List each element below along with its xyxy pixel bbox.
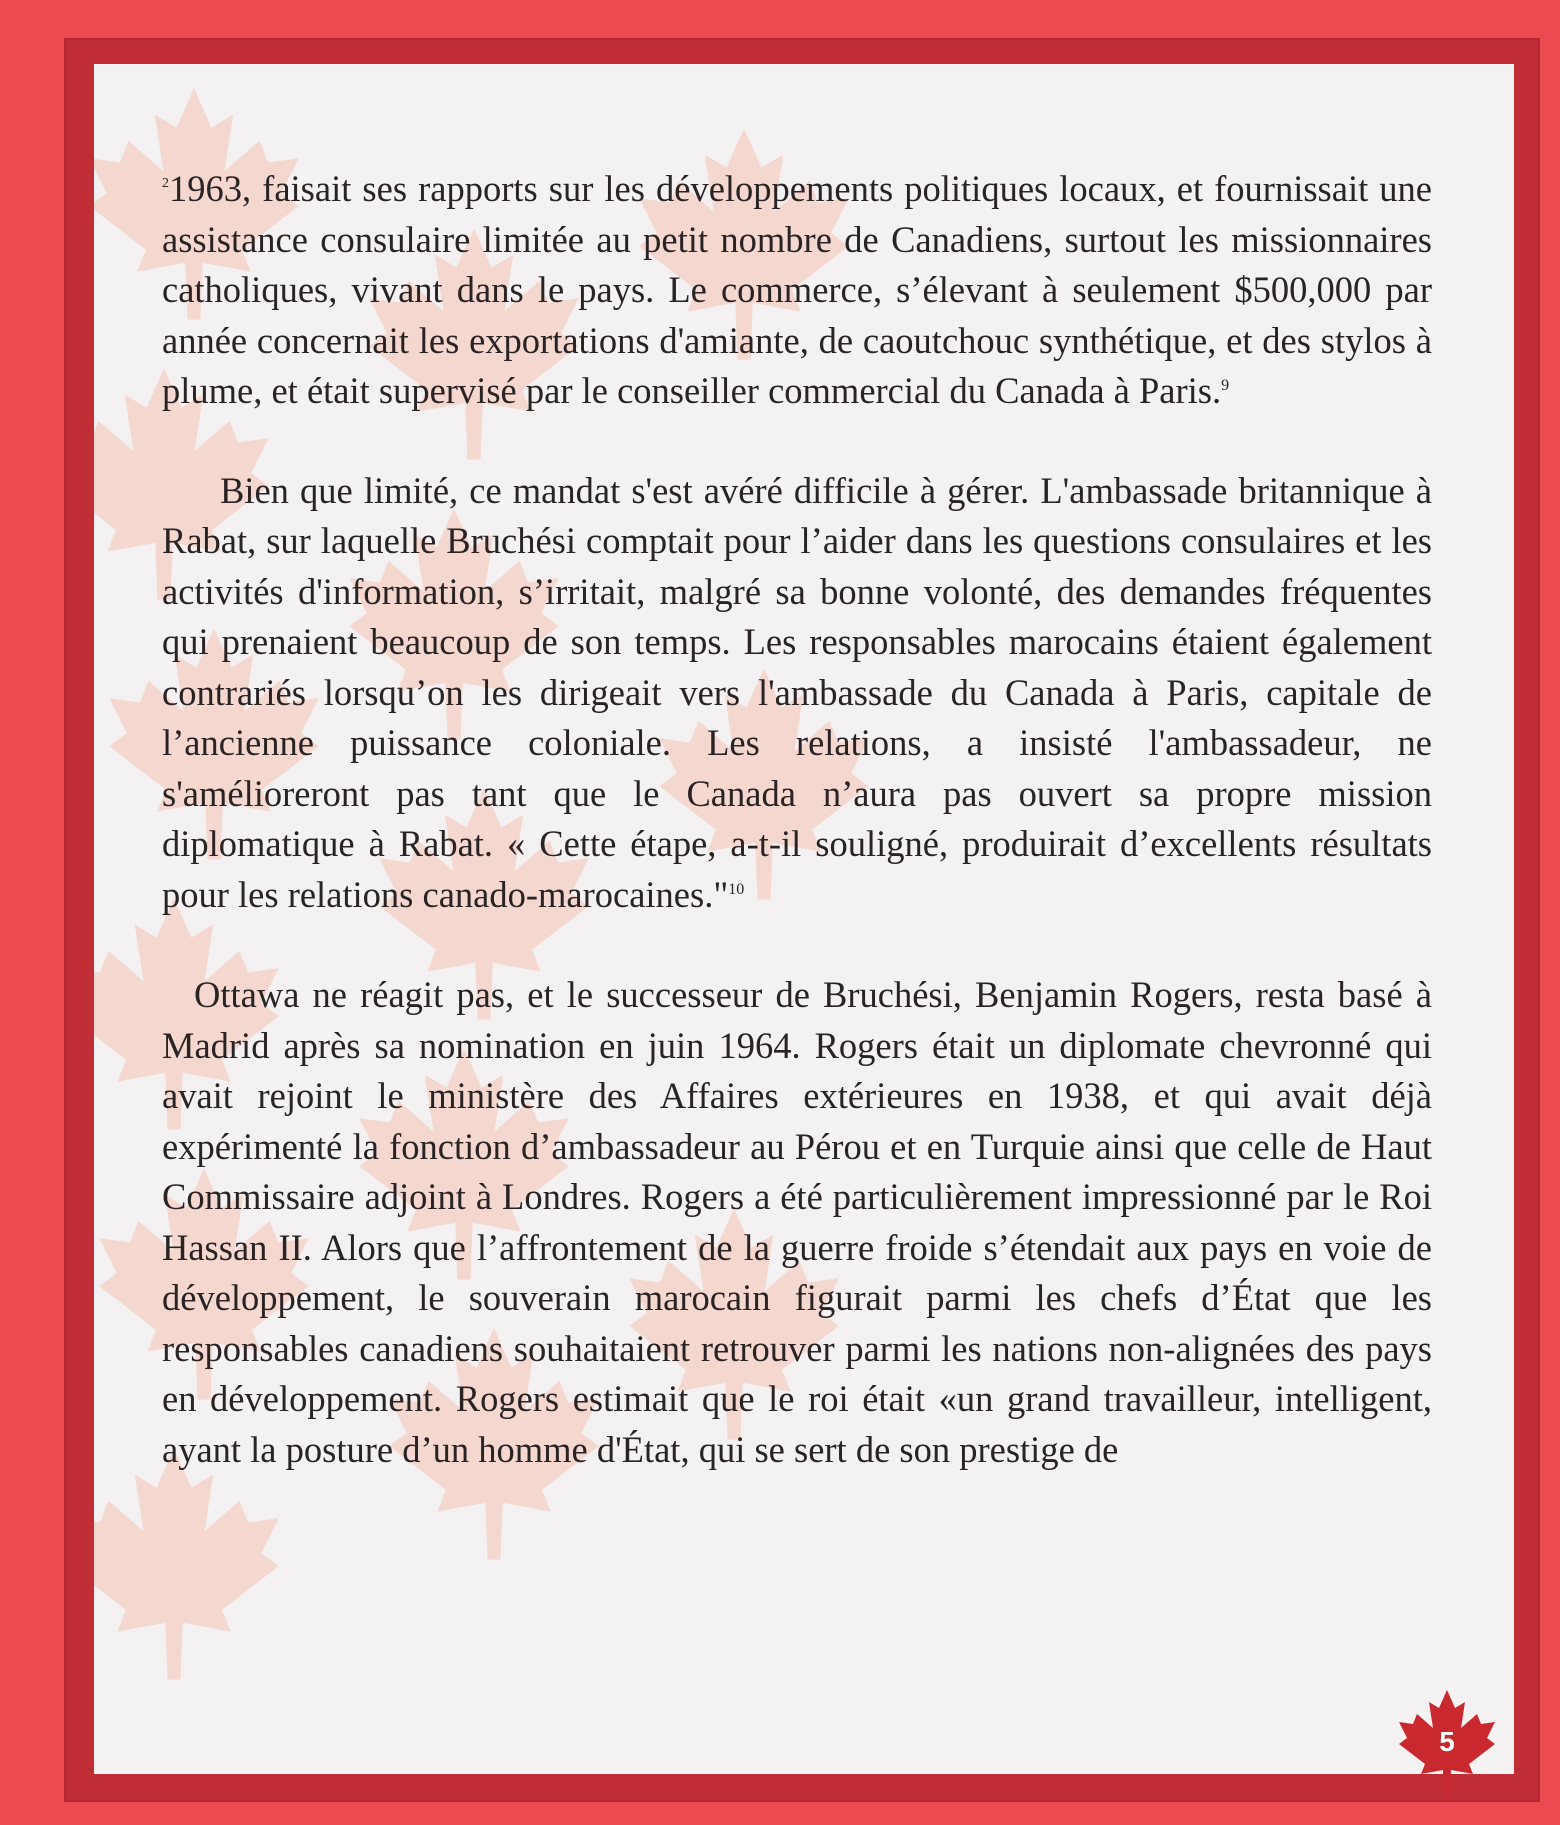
body-text [162, 164, 1432, 1475]
paragraph-text: 1963, faisait ses rapports sur les développements politiques locaux, et fournissait une assistance consulaire limitée au petit nombre de Canadiens, surtout les missionnaires catholiques, vivant dans le pays. Le commerce, s’élevant à seulement $500,000 par année concernait les exportations d'amiante, de caoutchouc synthétique, et des stylos à plume, et était supervisé par le conseiller commercial du Canada à Paris. [162, 168, 1432, 411]
page-number-badge [1392, 1688, 1502, 1798]
footnote-reference: 9 [1221, 376, 1230, 394]
maple-leaf-watermark-icon [94, 1444, 284, 1684]
page-number: 5 [1439, 1726, 1455, 1757]
paragraph-3 [162, 970, 1432, 1475]
paragraph-2 [162, 466, 1432, 921]
paragraph-text: Ottawa ne réagit pas, et le successeur de Bruchési, Benjamin Rogers, resta basé à Madrid après sa nomination en juin 1964. Rogers était un diplomate chevronné qui avait rejoint le ministère des Affaires extérieures en 1938, et qui avait déjà expérimenté la fonction d’ambassadeur au Pérou et en Turquie ainsi que celle de Haut Commissaire adjoint à Londres. Rogers a été particulièrement impressionné par le Roi Hassan II. Alors que l’affrontement de la guerre froide s’étendait aux pays en voie de développement, le souverain marocain figurait parmi les chefs d’État que les responsables canadiens souhaitaient retrouver parmi les nations non-alignées des pays en développement. Rogers estimait que le roi était «un grand travailleur, intelligent, ayant la posture d’un homme d'État, qui se sert de son prestige de [162, 974, 1432, 1470]
page-sheet [94, 64, 1514, 1774]
footnote-reference: 10 [728, 880, 745, 898]
paragraph-1 [162, 164, 1432, 417]
footnote-marker: 2 [162, 176, 169, 191]
paragraph-text: Bien que limité, ce mandat s'est avéré difficile à gérer. L'ambassade britannique à Rabat, sur laquelle Bruchési comptait pour l’aider dans les questions consulaires et les activités d'information, s’irritait, malgré sa bonne volonté, des demandes fréquentes qui prenaient beaucoup de son temps. Les responsables marocains étaient également contrariés lorsqu’on les dirigeait vers l'ambassade du Canada à Paris, capitale de l’ancienne puissance coloniale. Les relations, a insisté l'ambassadeur, ne s'amélioreront pas tant que le Canada n’aura pas ouvert sa propre mission diplomatique à Rabat. « Cette étape, a-t-il souligné, produirait d’excellents résultats pour les relations canado-marocaines." [162, 469, 1432, 915]
